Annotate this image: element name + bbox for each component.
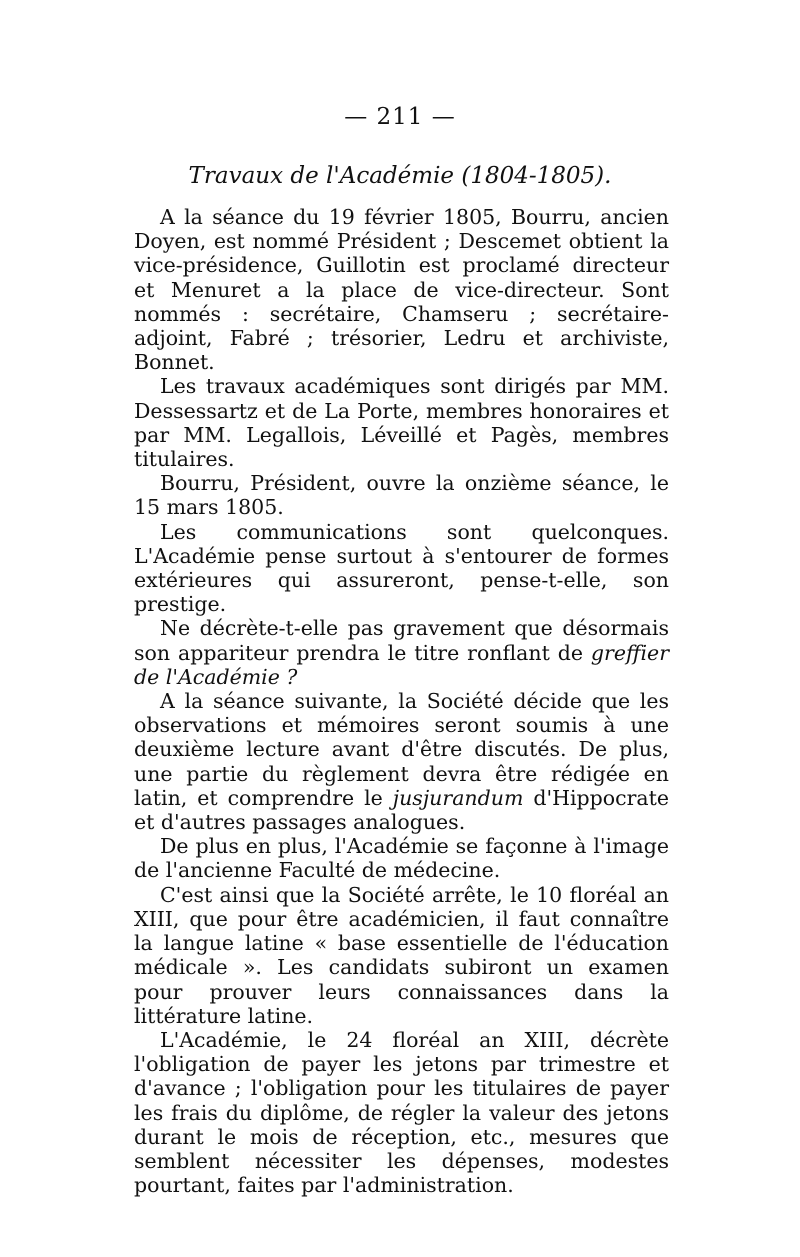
paragraph-1: A la séance du 19 février 1805, Bourru, ancien Doyen, est nommé Président ; Descemet obtient la vice-présidence, Guillotin est proclamé directeur et Menuret a la place de vice-directeur. Sont nommés : secrétaire, Chamseru ; secrétaire-adjoint, Fabré ; trésorier, Ledru et archiviste, Bonnet.: [134, 205, 669, 375]
paragraph-4: Les communications sont quelconques. L'Académie pense surtout à s'entourer de formes extérieures qui assureront, pense-t-elle, son prestige.: [134, 519, 669, 617]
paragraph-9: L'Académie, le 24 floréal an XIII, décrète l'obligation de payer les jetons par trimestre et d'avance ; l'obligation pour les titulaires de payer les frais du diplôme, de régler la valeur des jetons durant le mois de réception, etc., mesures que semblent nécessiter les dépenses, modestes pourtant, faites par l'administration.: [134, 1027, 669, 1198]
paragraph-5-italic: greffier de l'Académie ?: [134, 640, 669, 689]
page-number: — 211 —: [344, 104, 456, 130]
section-heading: Travaux de l'Académie (1804-1805).: [188, 163, 612, 189]
paragraph-2: Les travaux académiques sont dirigés par MM. Dessessartz et de La Porte, membres honoraires et par MM. Legallois, Léveillé et Pagès, membres titulaires.: [134, 374, 669, 472]
body-text: [134, 205, 669, 1197]
paragraph-6-italic: jusjurandum: [392, 785, 524, 810]
paragraph-3: Bourru, Président, ouvre la onzième séance, le 15 mars 1805.: [134, 471, 669, 520]
paragraph-6-text-after: d'Hippocrate et d'autres passages analogues.: [134, 785, 669, 835]
paragraph-6-text-before: A la séance suivante, la Société décide que les observations et mémoires seront soumis à une deuxième lecture avant d'être discutés. De plus, une partie du règlement devra être rédigée en latin, et comprendre le: [134, 689, 669, 810]
paragraph-8: C'est ainsi que la Société arrête, le 10 floréal an XIII, que pour être académicien, il faut connaître la langue latine « base essentielle de l'éducation médicale ». Les candidats subiront un examen pour prouver leurs connaissances dans la littérature latine.: [134, 882, 669, 1028]
paragraph-5-text: Ne décrète-t-elle pas gravement que désormais son appariteur prendra le titre ronflant de: [134, 616, 669, 665]
paragraph-6: [134, 689, 669, 834]
paragraph-5: [134, 616, 669, 689]
paragraph-7: De plus en plus, l'Académie se façonne à l'image de l'ancienne Faculté de médecine.: [134, 834, 669, 883]
